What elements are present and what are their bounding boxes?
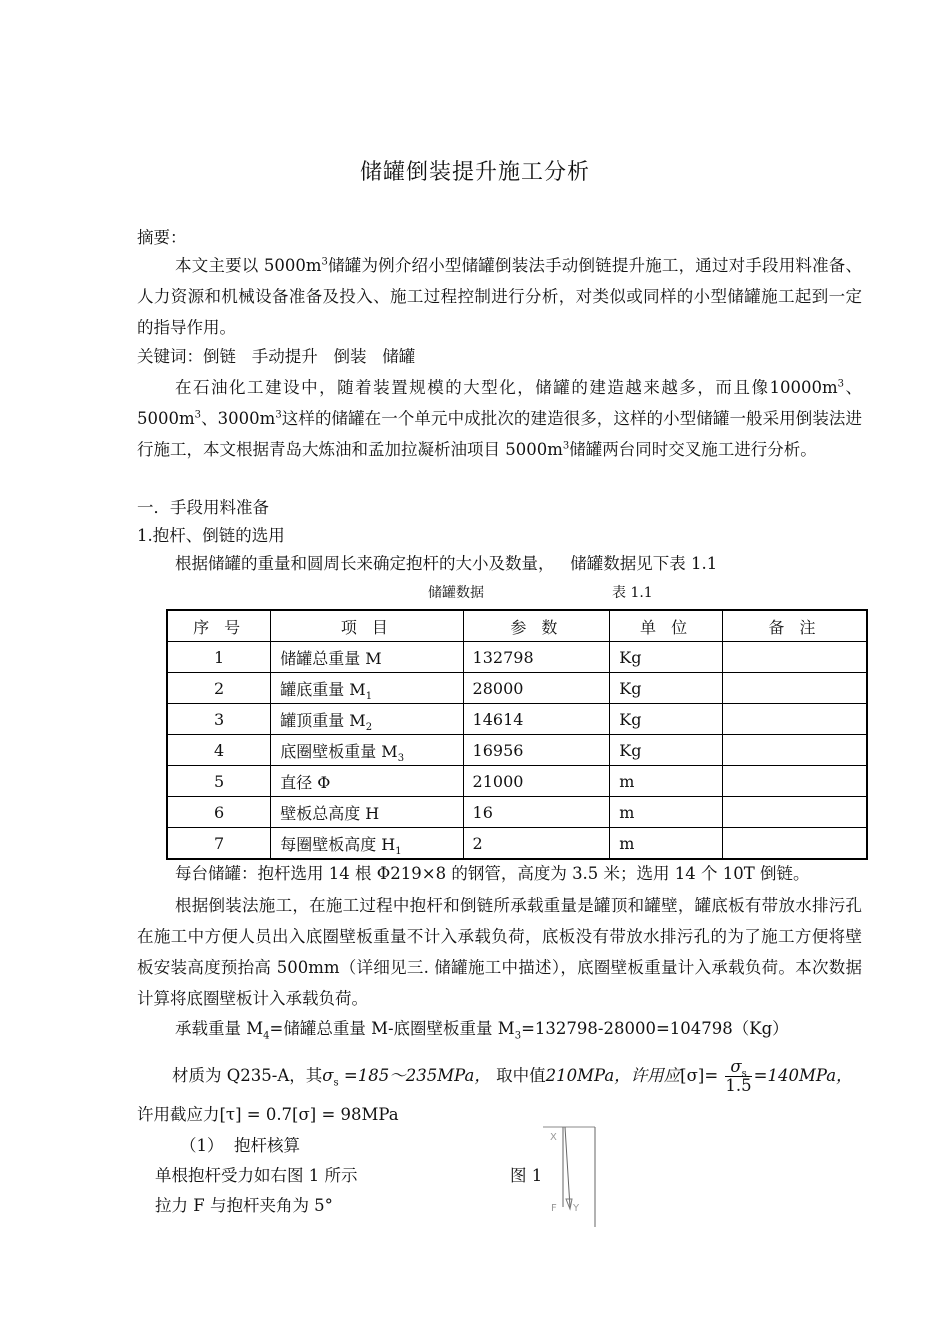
cell-value: 132798 <box>463 642 610 673</box>
cell-unit: m <box>610 828 723 860</box>
header-unit: 单 位 <box>610 610 723 642</box>
stress-fraction: $\frac{\sigma_s}{1.5}$ <box>725 1057 752 1095</box>
force-diagram <box>543 1123 603 1231</box>
table-row <box>167 766 867 797</box>
cell-item: 壁板总高度 H <box>271 797 463 828</box>
cell-note <box>722 704 867 735</box>
cell-no: 6 <box>167 797 271 828</box>
header-note: 备 注 <box>722 610 867 642</box>
cell-no: 1 <box>167 642 271 673</box>
table-row <box>167 673 867 704</box>
table-row <box>167 642 867 673</box>
cell-item: 直径 Φ <box>271 766 463 797</box>
cell-item: 每圈壁板高度 $H_1$ <box>271 828 463 860</box>
shear-stress-formula: 许用截应力[τ] = 0.7[σ] = 98MPa <box>137 1105 399 1124</box>
tank-data-table <box>166 609 868 860</box>
cell-value: 28000 <box>463 673 610 704</box>
cell-value: 14614 <box>463 704 610 735</box>
figure-description-1: 单根抱杆受力如右图 1 所示 <box>155 1166 358 1185</box>
cell-no: 7 <box>167 828 271 860</box>
axis-y-label: Y <box>573 1203 580 1214</box>
cell-note <box>722 735 867 766</box>
cell-item: 罐底重量 $M_1$ <box>271 673 463 704</box>
table-header-row <box>167 610 867 642</box>
table-row <box>167 704 867 735</box>
cell-no: 4 <box>167 735 271 766</box>
abstract-paragraph: 本文主要以 $5000m^3$储罐为例介绍小型储罐倒装法手动倒链提升施工，通过对手段用料准备、人力资源和机械设备准备及投入、施工过程控制进行分析，对类似或同样的小型储罐施工起到一定的指导作用。 <box>137 256 862 337</box>
keywords: 关键词：倒链 手动提升 倒装 储罐 <box>137 347 416 366</box>
abstract-label: 摘要： <box>137 228 187 247</box>
cell-no: 3 <box>167 704 271 735</box>
cell-note <box>722 797 867 828</box>
cell-note <box>722 642 867 673</box>
cell-value: 21000 <box>463 766 610 797</box>
section-heading-1: 一．手段用料准备 <box>137 498 269 517</box>
cell-no: 5 <box>167 766 271 797</box>
page-title: 储罐倒装提升施工分析 <box>359 160 590 185</box>
cell-value: 16 <box>463 797 610 828</box>
cell-item: 储罐总重量 M <box>271 642 463 673</box>
force-f-label: F <box>551 1203 557 1214</box>
figure-description-2: 拉力 F 与抱杆夹角为 5° <box>155 1196 333 1215</box>
material-stress-formula: 材质为 Q235-A，其$\sigma_s$ =185～235MPa， 取中值210MPa，许用应[σ]= $\frac{\sigma_s}{1.5}$ =140MPa， <box>172 1057 853 1095</box>
header-no: 序 号 <box>167 610 271 642</box>
cell-unit: Kg <box>610 642 723 673</box>
cell-unit: Kg <box>610 673 723 704</box>
cell-item: 罐顶重量 $M_2$ <box>271 704 463 735</box>
table-row <box>167 797 867 828</box>
cell-value: 2 <box>463 828 610 860</box>
axis-x-label: X <box>550 1132 557 1143</box>
header-value: 参 数 <box>463 610 610 642</box>
figure-label: 图 1 <box>510 1166 543 1185</box>
pole-selection-text: 每台储罐：抱杆选用 14 根 Φ219×8 的钢管，高度为 3.5 米；选用 14 个 10T 倒链。 <box>175 864 810 883</box>
cell-unit: m <box>610 797 723 828</box>
load-description-paragraph: 根据倒装法施工，在施工过程中抱杆和倒链所承载重量是罐顶和罐壁，罐底板有带放水排污孔在施工中方便人员出入底圈壁板重量不计入承载负荷，底板没有带放水排污孔的为了施工方便将壁板安装高度预抬高 500mm（详细见三. 储罐施工中描述），底圈壁板重量计入承载负荷。本次数据计算将底圈壁板计入承载负荷。 <box>137 896 862 1008</box>
header-item: 项 目 <box>271 610 463 642</box>
cell-value: 16956 <box>463 735 610 766</box>
cell-no: 2 <box>167 673 271 704</box>
table-row <box>167 828 867 860</box>
cell-unit: m <box>610 766 723 797</box>
table-intro: 根据储罐的重量和圆周长来确定抱杆的大小及数量， 储罐数据见下表 1.1 <box>175 554 718 573</box>
force-arrow-icon <box>566 1199 572 1209</box>
table-caption-name: 储罐数据 <box>428 585 484 601</box>
subsection-pole-check: （1） 抱杆核算 <box>180 1136 300 1155</box>
cell-note <box>722 766 867 797</box>
table-caption-number: 表 1.1 <box>612 585 653 601</box>
cell-item: 底圈壁板重量 $M_3$ <box>271 735 463 766</box>
load-formula: 承载重量 $M_4=$储罐总重量 M-底圈壁板重量 $M_3=132798-28000=104798(Kg)$ <box>175 1019 789 1042</box>
cell-note <box>722 673 867 704</box>
table-row <box>167 735 867 766</box>
subsection-heading-1: 1.抱杆、倒链的选用 <box>137 526 285 545</box>
cell-note <box>722 828 867 860</box>
cell-unit: Kg <box>610 704 723 735</box>
intro-paragraph: 在石油化工建设中，随着装置规模的大型化，储罐的建造越来越多，而且像$10000m^3$、$5000m^3$、$3000m^3$这样的储罐在一个单元中成批次的建造很多，这样的小型储罐一般采用倒装法进行施工，本文根据青岛大炼油和孟加拉凝析油项目 $5000m^3$储罐两台同时交叉施工进行分析。 <box>137 378 863 459</box>
force-line <box>565 1127 570 1207</box>
cell-unit: Kg <box>610 735 723 766</box>
